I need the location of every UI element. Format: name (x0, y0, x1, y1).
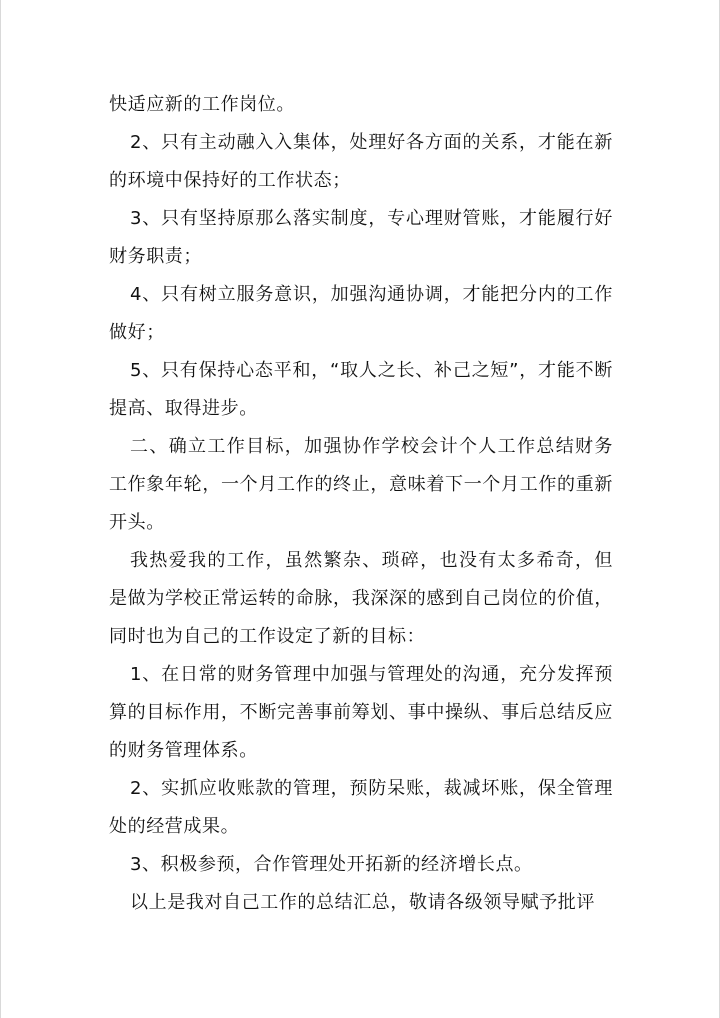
paragraph-2: 2、只有主动融入入集体，处理好各方面的关系，才能在新的环境中保持好的工作状态； (109, 132, 613, 191)
paragraph-8: 1、在日常的财务管理中加强与管理处的沟通，充分发挥预算的目标作用，不断完善事前筹划、事中操纵、事后总结反应的财务管理体系。 (109, 664, 613, 761)
paragraph-1: 快适应新的工作岗位。 (109, 94, 295, 115)
paragraph-7: 我热爱我的工作，虽然繁杂、琐碎，也没有太多希奇，但是做为学校正常运转的命脉，我深深的感到自己岗位的价值，同时也为自己的工作设定了新的目标： (109, 550, 613, 647)
paragraph-10: 3、积极参预，合作管理处开拓新的经济增长点。 (130, 854, 533, 875)
document-body (109, 86, 613, 922)
paragraph-6: 二、确立工作目标，加强协作学校会计个人工作总结财务工作象年轮，一个月工作的终止，意味着下一个月工作的重新开头。 (109, 436, 613, 533)
paragraph-11: 以上是我对自己工作的总结汇总，敬请各级领导赋予批评 (130, 892, 595, 913)
paragraph-5: 5、只有保持心态平和，“取人之长、补己之短”，才能不断提高、取得进步。 (109, 360, 613, 419)
paragraph-9: 2、实抓应收账款的管理，预防呆账，裁减坏账，保全管理处的经营成果。 (109, 778, 613, 837)
paragraph-4: 4、只有树立服务意识，加强沟通协调，才能把分内的工作做好； (109, 284, 613, 343)
paragraph-3: 3、只有坚持原那么落实制度，专心理财管账，才能履行好财务职责； (109, 208, 613, 267)
